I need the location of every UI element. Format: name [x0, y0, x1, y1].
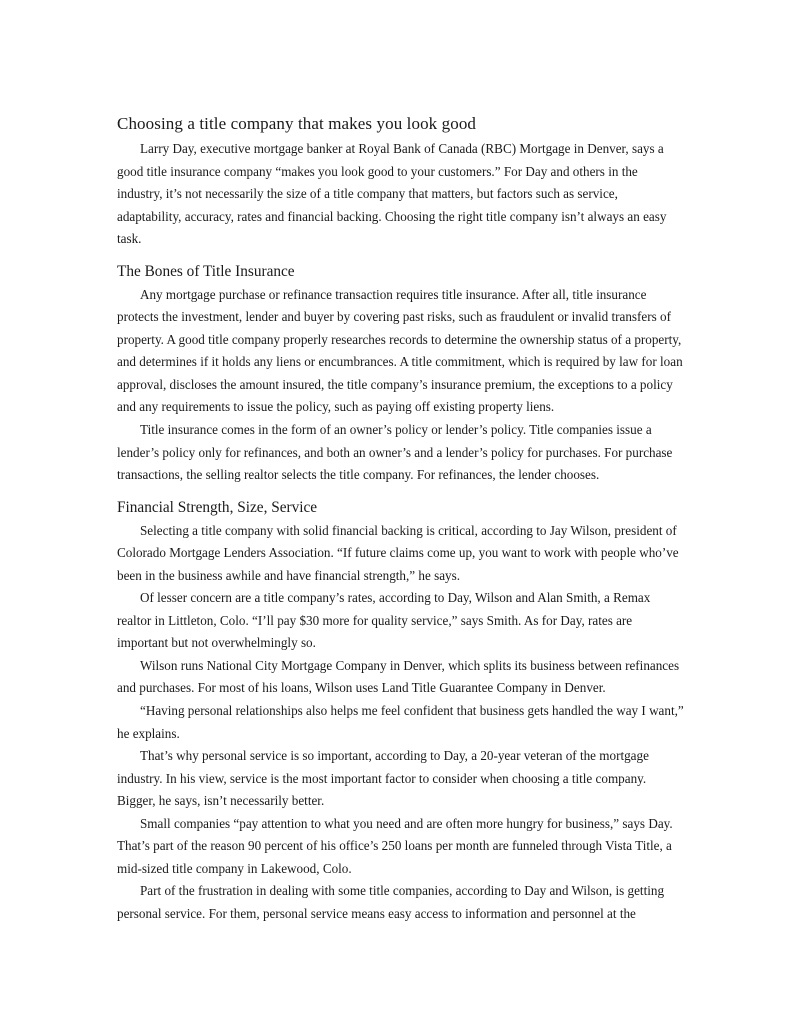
paragraph: Small companies “pay attention to what you need and are often more hungry for business,” says Day. That’s part of the reason 90 percent of his office’s 250 loans per month are funneled through Vista Title, a mid-sized title company in Lakewood, Colo. [117, 815, 673, 876]
section-heading-bones-of-title-insurance: The Bones of Title Insurance [117, 262, 295, 280]
document-content [117, 110, 685, 926]
paragraph-intro: Larry Day, executive mortgage banker at Royal Bank of Canada (RBC) Mortgage in Denver, says a good title insurance company “makes you look good to your customers.” For Day and others in the industry, it’s not necessarily the size of a title company that matters, but factors such as service, adaptability, accuracy, rates and financial backing. Choosing the right title company isn’t always an easy task. [117, 141, 667, 247]
paragraph: Wilson runs National City Mortgage Company in Denver, which splits its business between refinances and purchases. For most of his loans, Wilson uses Land Title Guarantee Company in Denver. [117, 657, 680, 696]
section-heading-financial-strength-size-service: Financial Strength, Size, Service [117, 498, 318, 516]
paragraph: Of lesser concern are a title company’s rates, according to Day, Wilson and Alan Smith, a Remax realtor in Littleton, Colo. “I’ll pay $30 more for quality service,” says Smith. As for Day, rates are important but not overwhelmingly so. [117, 590, 651, 651]
paragraph: Selecting a title company with solid financial backing is critical, according to Jay Wilson, president of Colorado Mortgage Lenders Association. “If future claims come up, you want to work with people who’ve been in the business awhile and have financial strength,” he says. [117, 522, 679, 583]
document-title: Choosing a title company that makes you look good [117, 114, 477, 133]
paragraph: Any mortgage purchase or refinance transaction requires title insurance. After all, title insurance protects the investment, lender and buyer by covering past risks, such as fraudulent or invalid transfers of property. A good title company properly researches records to determine the ownership status of a property, and determines if it holds any liens or encumbrances. A title commitment, which is required by law for loan approval, discloses the amount insured, the title company’s insurance premium, the exceptions to a policy and any requirements to issue the policy, such as paying off existing property liens. [117, 286, 683, 415]
paragraph: Part of the frustration in dealing with some title companies, according to Day and Wilson, is getting personal service. For them, personal service means easy access to information and personnel at the [117, 883, 665, 921]
paragraph: Title insurance comes in the form of an owner’s policy or lender’s policy. Title companies issue a lender’s policy only for refinances, and both an owner’s and a lender’s policy for purchases. For purchase transactions, the selling realtor selects the title company. For refinances, the lender chooses. [117, 422, 673, 483]
paragraph: That’s why personal service is so important, according to Day, a 20-year veteran of the mortgage industry. In his view, service is the most important factor to consider when choosing a title company. Bigger, he says, isn’t necessarily better. [117, 748, 649, 809]
paragraph: “Having personal relationships also helps me feel confident that business gets handled the way I want,” he explains. [117, 703, 684, 741]
